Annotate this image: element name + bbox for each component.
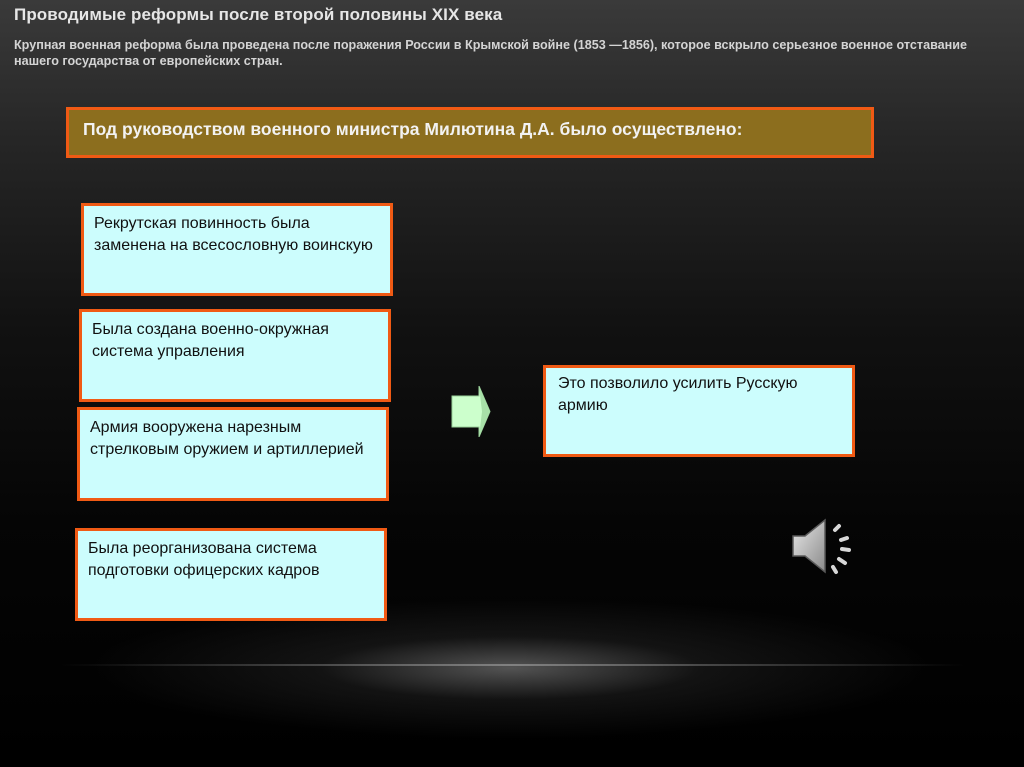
slide-subtitle: Крупная военная реформа была проведена после поражения России в Крымской войне (1853 —1856), которое вскрыло серьезное военное отставание нашего государства от европейских стран.: [14, 38, 968, 68]
arrow-right-icon: [451, 386, 491, 437]
reform-box-officer-training: Была реорганизована система подготовки офицерских кадров: [75, 528, 387, 621]
reform-box-rifled-weapons: Армия вооружена нарезным стрелковым оружием и артиллерией: [77, 407, 389, 501]
floor-reflection: [60, 664, 965, 666]
reform-box-recruitment: Рекрутская повинность была заменена на всесословную воинскую: [81, 203, 393, 296]
reform-box-military-districts: Была создана военно-окружная система управления: [79, 309, 391, 402]
result-box: Это позволило усилить Русскую армию: [543, 365, 855, 457]
speaker-icon[interactable]: [787, 513, 861, 579]
slide-title: Проводимые реформы после второй половины XIX века: [14, 5, 503, 24]
banner-heading: Под руководством военного министра Милютина Д.А. было осуществлено:: [66, 107, 874, 158]
